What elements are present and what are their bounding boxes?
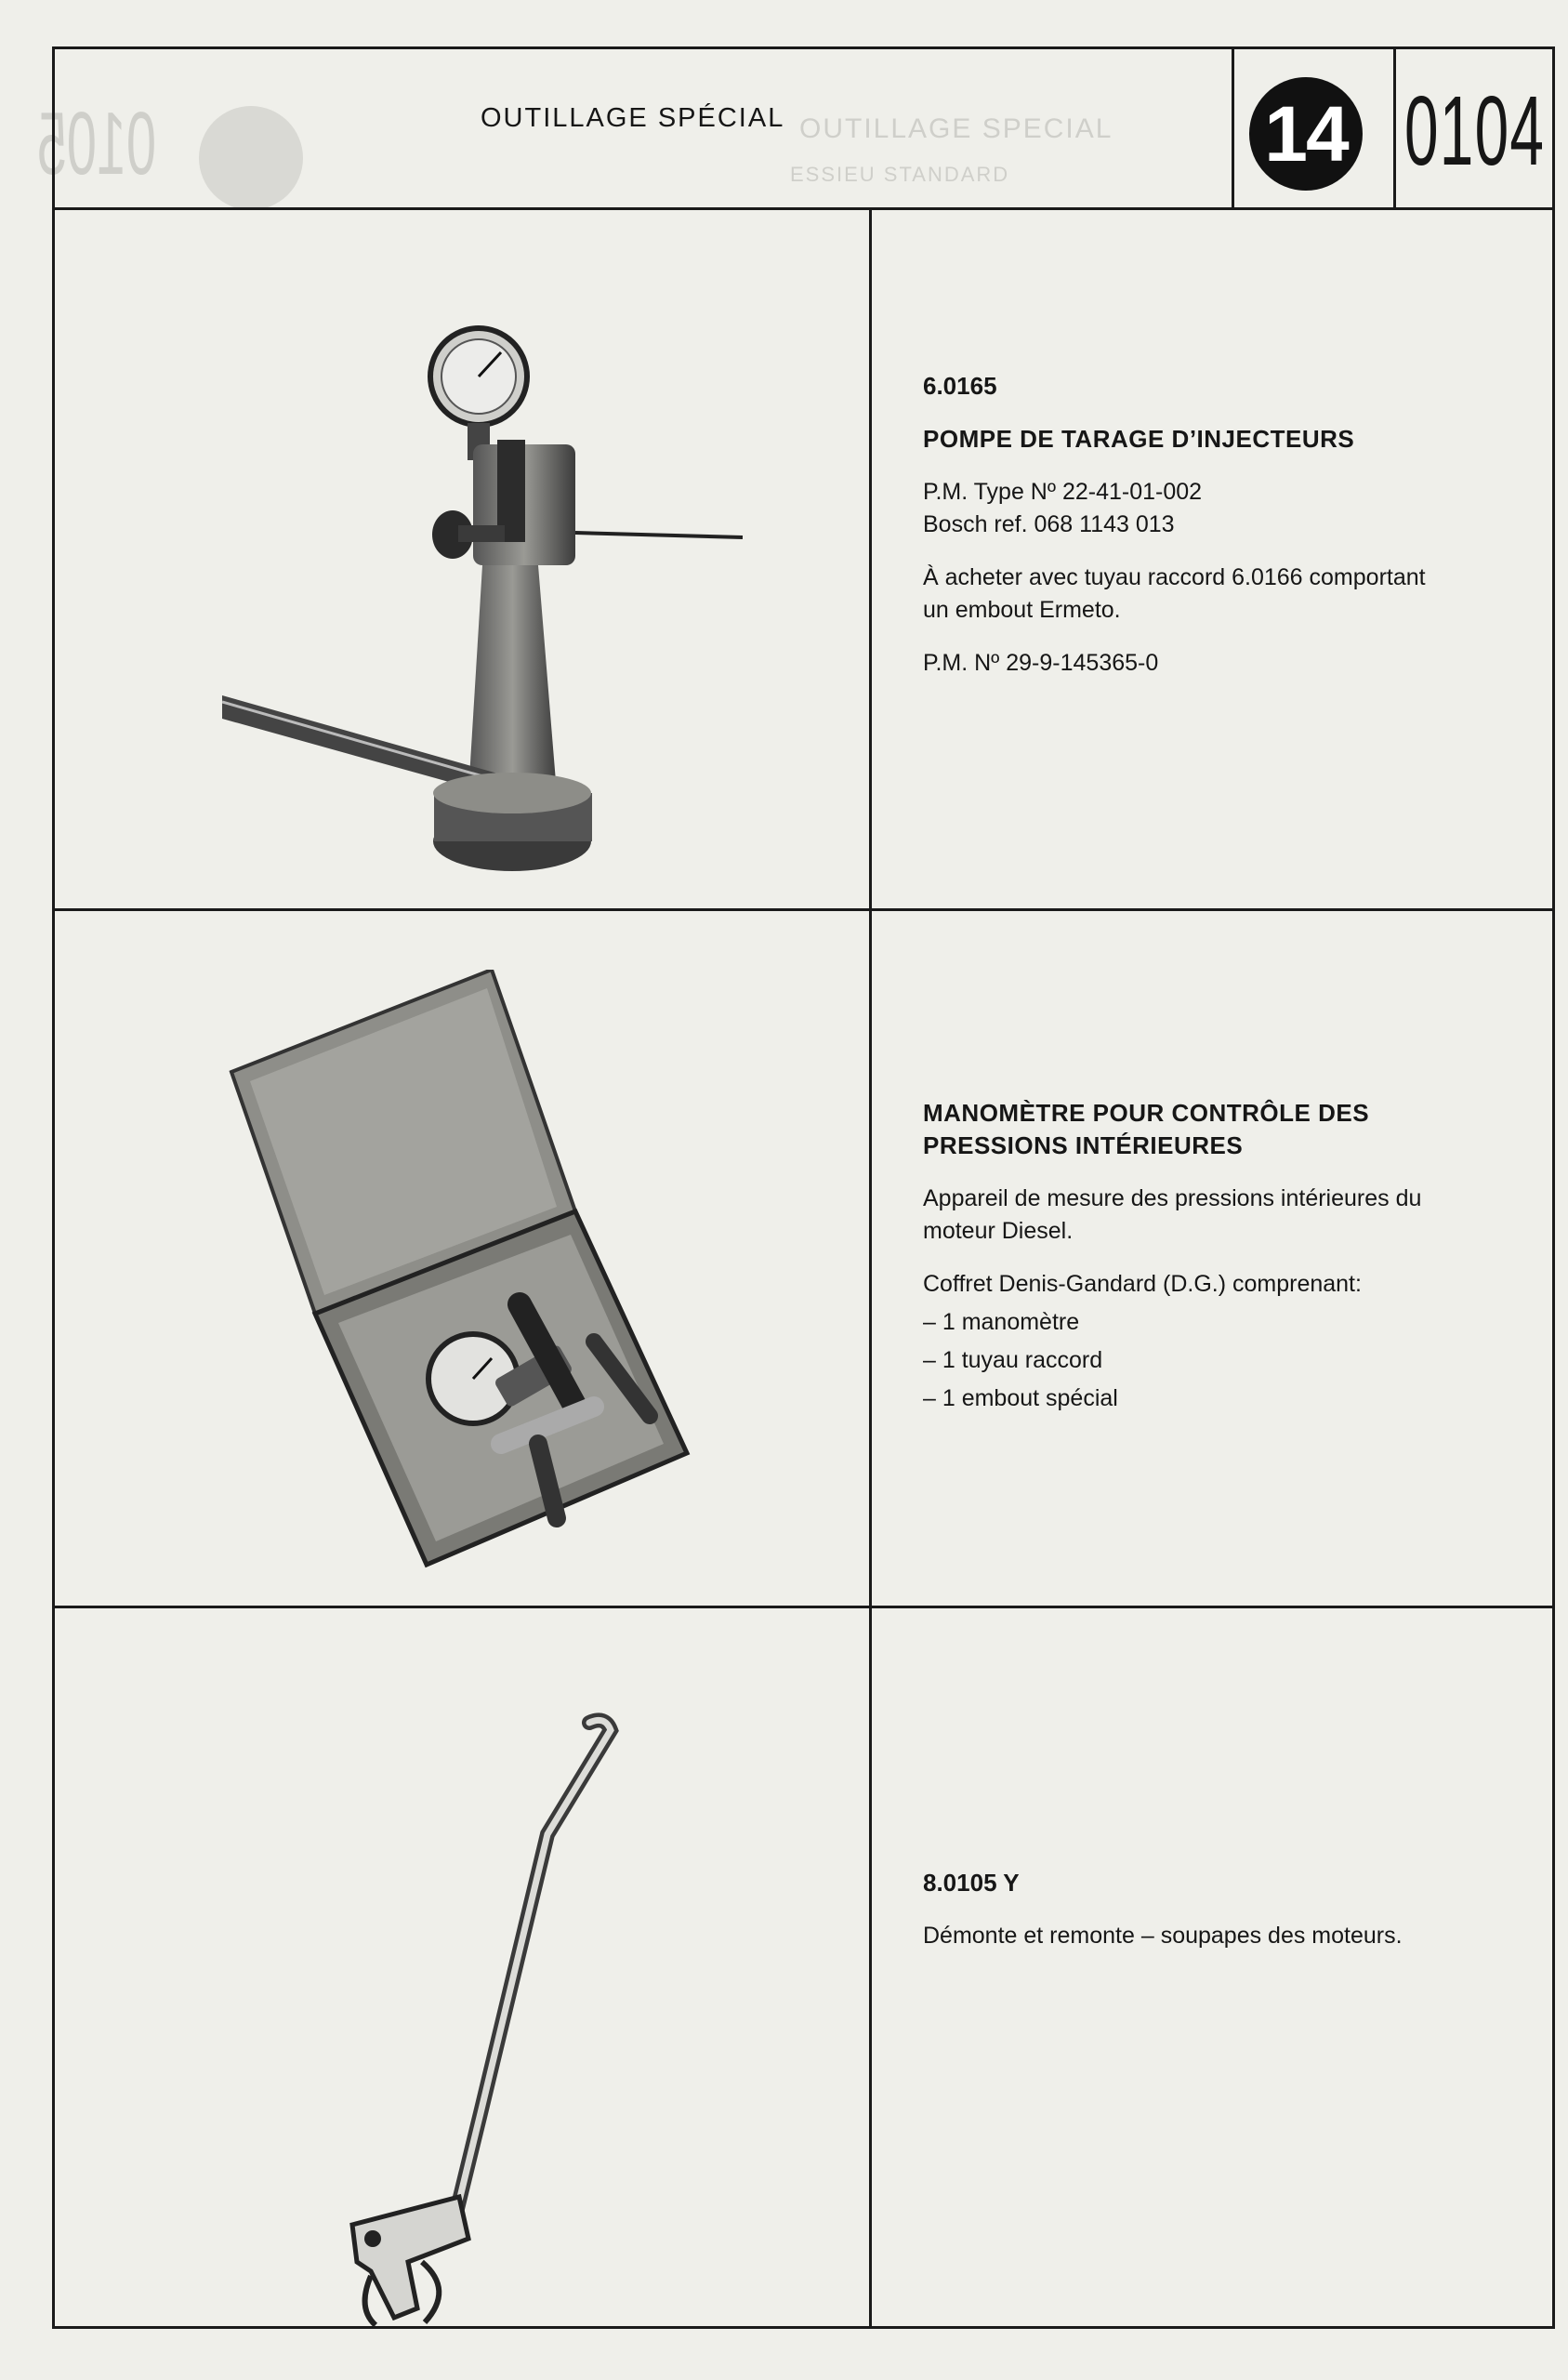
pressure-gauge-case-icon bbox=[222, 970, 798, 1583]
tool-kit: Coffret Denis-Gandard (D.G.) comprenant: bbox=[923, 1271, 1362, 1297]
valve-spring-tool-icon bbox=[269, 1704, 733, 2336]
list-item: – 1 embout spécial bbox=[923, 1385, 1118, 1411]
page-number: 0104 bbox=[1404, 76, 1546, 186]
show-through-text: OUTILLAGE SPECIAL bbox=[799, 113, 1113, 144]
column-divider bbox=[869, 207, 872, 2326]
section-badge: 14 bbox=[1249, 77, 1363, 191]
tool-entry-6-0165 bbox=[923, 370, 1426, 680]
list-item: – 1 manomètre bbox=[923, 1309, 1080, 1335]
tool-title: POMPE DE TARAGE D’INJECTEURS bbox=[923, 425, 1355, 453]
header-divider bbox=[1393, 49, 1396, 207]
tool-note: un embout Ermeto. bbox=[923, 597, 1121, 623]
header-divider bbox=[1232, 49, 1234, 207]
tool-code: 6.0165 bbox=[923, 372, 997, 400]
show-through-text: 0105 bbox=[36, 94, 156, 193]
page-header bbox=[55, 49, 1552, 210]
show-through-text: ESSIEU STANDARD bbox=[790, 163, 1010, 186]
row-divider bbox=[55, 1606, 1552, 1608]
row-divider bbox=[55, 908, 1552, 911]
list-item: – 1 tuyau raccord bbox=[923, 1347, 1103, 1373]
tool-pm-number: P.M. Nº 29-9-145365-0 bbox=[923, 650, 1159, 676]
page-title: OUTILLAGE SPÉCIAL bbox=[481, 103, 785, 133]
tool-title: MANOMÈTRE POUR CONTRÔLE DES bbox=[923, 1099, 1370, 1127]
tool-type: P.M. Type Nº 22-41-01-002 bbox=[923, 479, 1203, 505]
tool-description: Appareil de mesure des pressions intérieures du bbox=[923, 1185, 1422, 1211]
tool-ref: Bosch ref. 068 1143 013 bbox=[923, 511, 1175, 537]
tool-title: PRESSIONS INTÉRIEURES bbox=[923, 1131, 1244, 1159]
tool-note: À acheter avec tuyau raccord 6.0166 comportant bbox=[923, 564, 1426, 590]
injector-test-pump-icon bbox=[222, 272, 780, 886]
tool-description: moteur Diesel. bbox=[923, 1218, 1074, 1244]
tool-entry-manometre bbox=[923, 1097, 1421, 1415]
tool-entry-8-0105-y bbox=[923, 1867, 1403, 1952]
tool-description: Démonte et remonte – soupapes des moteurs. bbox=[923, 1923, 1403, 1949]
tool-code: 8.0105 Y bbox=[923, 1869, 1020, 1897]
catalog-page bbox=[52, 46, 1555, 2329]
